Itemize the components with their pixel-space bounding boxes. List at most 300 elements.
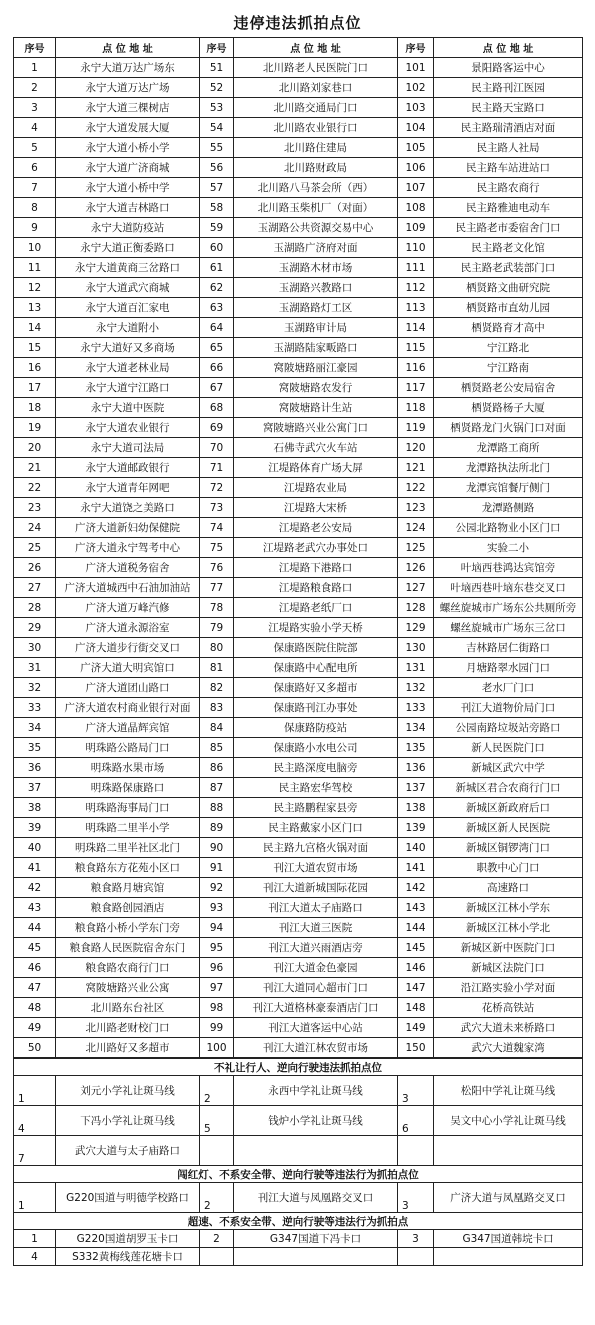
row-number: 10 [14, 238, 56, 258]
location-cell: 栖贤路育才高中 [434, 318, 583, 338]
table-row [14, 918, 583, 938]
row-number: 77 [200, 578, 234, 598]
location-cell: 粮食路小桥小学东门旁 [56, 918, 200, 938]
table-row [14, 1106, 583, 1136]
location-cell: 明珠路公路局门口 [56, 738, 200, 758]
location-cell: 永宁大道附小 [56, 318, 200, 338]
row-number: 131 [398, 658, 434, 678]
location-cell: 明珠路海事局门口 [56, 798, 200, 818]
location-cell: 北川路玉柴机厂（对面） [234, 198, 398, 218]
row-number: 94 [200, 918, 234, 938]
row-number: 116 [398, 358, 434, 378]
row-number: 97 [200, 978, 234, 998]
location-cell: 保康路中心配电所 [234, 658, 398, 678]
location-cell: 老水厂门口 [434, 678, 583, 698]
row-number: 122 [398, 478, 434, 498]
location-cell: 北川路住建局 [234, 138, 398, 158]
row-number: 91 [200, 858, 234, 878]
row-number: 51 [200, 58, 234, 78]
row-number: 93 [200, 898, 234, 918]
row-number: 70 [200, 438, 234, 458]
location-cell [434, 1248, 583, 1266]
location-cell: 新城区武穴中学 [434, 758, 583, 778]
location-cell: 民主路农商行 [434, 178, 583, 198]
row-number: 136 [398, 758, 434, 778]
table-row [14, 418, 583, 438]
location-cell: 栖贤路市直幼儿园 [434, 298, 583, 318]
row-number: 113 [398, 298, 434, 318]
location-cell: 保康路防疫站 [234, 718, 398, 738]
location-cell: 刊江大道太子庙路口 [234, 898, 398, 918]
row-number: 46 [14, 958, 56, 978]
row-number: 41 [14, 858, 56, 878]
row-number: 54 [200, 118, 234, 138]
location-cell: 石佛寺武穴火车站 [234, 438, 398, 458]
row-number: 111 [398, 258, 434, 278]
row-number: 137 [398, 778, 434, 798]
table-row [14, 398, 583, 418]
table-row [14, 198, 583, 218]
location-cell: G220国道与明德学校路口 [56, 1183, 200, 1213]
location-cell: 民主路老武装部门口 [434, 258, 583, 278]
table-row [14, 698, 583, 718]
section-heading-row [14, 1166, 583, 1183]
row-number: 119 [398, 418, 434, 438]
row-number: 23 [14, 498, 56, 518]
main-location-table [13, 37, 583, 1058]
row-number: 141 [398, 858, 434, 878]
location-cell: G347国道韩垸卡口 [434, 1230, 583, 1248]
location-cell: 钱炉小学礼让斑马线 [234, 1106, 398, 1136]
row-number: 123 [398, 498, 434, 518]
location-cell: 广济大道永宁驾考中心 [56, 538, 200, 558]
location-cell: 新城区新政府后口 [434, 798, 583, 818]
row-number: 42 [14, 878, 56, 898]
location-cell: 永宁大道广济商城 [56, 158, 200, 178]
table-row [14, 518, 583, 538]
location-cell: 粮食路农商行门口 [56, 958, 200, 978]
location-cell: 江堤路老武穴办事处口 [234, 538, 398, 558]
row-number: 145 [398, 938, 434, 958]
row-number: 101 [398, 58, 434, 78]
location-cell: 广济大道万峰汽修 [56, 598, 200, 618]
row-number: 65 [200, 338, 234, 358]
row-number: 44 [14, 918, 56, 938]
row-number: 38 [14, 798, 56, 818]
location-cell: 永宁大道武穴商城 [56, 278, 200, 298]
table-row [14, 678, 583, 698]
location-cell: 刊江大道三医院 [234, 918, 398, 938]
location-cell: 吉林路居仁街路口 [434, 638, 583, 658]
row-number: 66 [200, 358, 234, 378]
row-number: 80 [200, 638, 234, 658]
location-cell: 民主路瑞清酒店对面 [434, 118, 583, 138]
table-row [14, 98, 583, 118]
table-row [14, 58, 583, 78]
location-cell: 叶垴西巷鸿达宾馆旁 [434, 558, 583, 578]
row-number: 35 [14, 738, 56, 758]
location-cell: 明珠路保康路口 [56, 778, 200, 798]
location-cell: 永宁大道农业银行 [56, 418, 200, 438]
table-row [14, 958, 583, 978]
row-number: 117 [398, 378, 434, 398]
location-cell: 永宁大道司法局 [56, 438, 200, 458]
location-cell: 江堤路下港路口 [234, 558, 398, 578]
location-cell: 刘元小学礼让斑马线 [56, 1076, 200, 1106]
table-row [14, 138, 583, 158]
location-cell: 玉湖路陆家畈路口 [234, 338, 398, 358]
location-cell: 武穴大道未来桥路口 [434, 1018, 583, 1038]
row-number: 6 [398, 1106, 434, 1136]
row-number: 32 [14, 678, 56, 698]
row-number: 102 [398, 78, 434, 98]
row-number: 9 [14, 218, 56, 238]
location-cell: 永宁大道青年网吧 [56, 478, 200, 498]
row-number: 5 [200, 1106, 234, 1136]
location-cell: 玉湖路广济府对面 [234, 238, 398, 258]
section-heading: 闯红灯、不系安全带、逆向行驶等违法行为抓拍点位 [14, 1166, 583, 1183]
location-cell: 江堤路实验小学天桥 [234, 618, 398, 638]
row-number: 144 [398, 918, 434, 938]
row-number: 124 [398, 518, 434, 538]
row-number: 86 [200, 758, 234, 778]
location-cell: 松阳中学礼让斑马线 [434, 1076, 583, 1106]
location-cell: 螺丝旋城市广场东三岔口 [434, 618, 583, 638]
row-number: 20 [14, 438, 56, 458]
row-number: 63 [200, 298, 234, 318]
row-number: 69 [200, 418, 234, 438]
location-cell: 窝陂塘路兴业公寓 [56, 978, 200, 998]
location-cell: 永宁大道老林业局 [56, 358, 200, 378]
row-number: 18 [14, 398, 56, 418]
row-number: 3 [14, 98, 56, 118]
row-number: 67 [200, 378, 234, 398]
row-number: 98 [200, 998, 234, 1018]
table-row [14, 538, 583, 558]
row-number: 60 [200, 238, 234, 258]
row-number: 79 [200, 618, 234, 638]
location-cell: 永宁大道中医院 [56, 398, 200, 418]
location-cell: 月塘路翠水园门口 [434, 658, 583, 678]
row-number: 1 [14, 1183, 56, 1213]
location-cell: 永宁大道万达广场东 [56, 58, 200, 78]
location-cell: 窝陂塘路丽江豪园 [234, 358, 398, 378]
row-number: 22 [14, 478, 56, 498]
location-cell: 江堤路老公安局 [234, 518, 398, 538]
location-cell: 公园北路物业小区门口 [434, 518, 583, 538]
location-cell: 栖贤路文曲研究院 [434, 278, 583, 298]
location-cell: 北川路交通局门口 [234, 98, 398, 118]
table-row [14, 858, 583, 878]
row-number: 100 [200, 1038, 234, 1058]
location-cell: 玉湖路路灯工区 [234, 298, 398, 318]
location-cell: 永宁大道三棵树店 [56, 98, 200, 118]
row-number: 104 [398, 118, 434, 138]
table-row [14, 878, 583, 898]
row-number: 26 [14, 558, 56, 578]
row-number: 21 [14, 458, 56, 478]
row-number: 90 [200, 838, 234, 858]
section-heading: 不礼让行人、逆向行驶违法抓拍点位 [14, 1059, 583, 1076]
location-cell: 民主路戴家小区门口 [234, 818, 398, 838]
row-number: 132 [398, 678, 434, 698]
location-cell: 民主路人社局 [434, 138, 583, 158]
location-cell: 保康路医院住院部 [234, 638, 398, 658]
location-cell: 新人民医院门口 [434, 738, 583, 758]
row-number: 148 [398, 998, 434, 1018]
location-cell: 广济大道永源浴室 [56, 618, 200, 638]
location-cell: 永宁大道百汇家电 [56, 298, 200, 318]
row-number: 74 [200, 518, 234, 538]
location-cell: 新城区新人民医院 [434, 818, 583, 838]
header-location: 点 位 地 址 [434, 38, 583, 58]
location-cell: 明珠路二里半小学 [56, 818, 200, 838]
location-cell: 刊江大道格林豪泰酒店门口 [234, 998, 398, 1018]
row-number: 16 [14, 358, 56, 378]
location-cell: G220国道胡罗玉卡口 [56, 1230, 200, 1248]
row-number: 15 [14, 338, 56, 358]
location-cell: 栖贤路老公安局宿舍 [434, 378, 583, 398]
location-cell: 龙潭路执法所北门 [434, 458, 583, 478]
location-cell: S332黄梅线莲花塘卡口 [56, 1248, 200, 1266]
row-number: 56 [200, 158, 234, 178]
row-number: 12 [14, 278, 56, 298]
row-number: 6 [14, 158, 56, 178]
table-row [14, 258, 583, 278]
row-number: 147 [398, 978, 434, 998]
location-cell: 武穴大道魏家湾 [434, 1038, 583, 1058]
row-number: 13 [14, 298, 56, 318]
row-number [200, 1248, 234, 1266]
section-redlight-body [14, 1166, 583, 1213]
table-row [14, 238, 583, 258]
row-number: 129 [398, 618, 434, 638]
location-cell: 刊江大道农贸市场 [234, 858, 398, 878]
table-row [14, 1076, 583, 1106]
location-cell: 刊江大道江林农贸市场 [234, 1038, 398, 1058]
location-cell: 新城区君合农商行门口 [434, 778, 583, 798]
location-cell: 永宁大道邮政银行 [56, 458, 200, 478]
header-num: 序号 [398, 38, 434, 58]
row-number: 130 [398, 638, 434, 658]
location-cell: 刊江大道同心超市门口 [234, 978, 398, 998]
table-row [14, 598, 583, 618]
location-cell: 玉湖路兴教路口 [234, 278, 398, 298]
row-number: 31 [14, 658, 56, 678]
table-row [14, 578, 583, 598]
row-number: 107 [398, 178, 434, 198]
row-number: 135 [398, 738, 434, 758]
location-cell: 龙潭宾馆餐厅侧门 [434, 478, 583, 498]
row-number: 4 [14, 118, 56, 138]
location-cell: 民主路深度电脑旁 [234, 758, 398, 778]
row-number: 2 [200, 1076, 234, 1106]
location-cell: 螺丝旋城市广场东公共厕所旁 [434, 598, 583, 618]
row-number: 3 [398, 1230, 434, 1248]
row-number [200, 1136, 234, 1166]
row-number: 143 [398, 898, 434, 918]
row-number: 24 [14, 518, 56, 538]
table-row [14, 1136, 583, 1166]
table-row [14, 178, 583, 198]
location-cell: 刊江大道客运中心站 [234, 1018, 398, 1038]
location-cell: 刊江大道兴雨酒店旁 [234, 938, 398, 958]
table-row [14, 218, 583, 238]
row-number: 30 [14, 638, 56, 658]
table-row [14, 1183, 583, 1213]
location-cell: 下冯小学礼让斑马线 [56, 1106, 200, 1136]
table-row [14, 898, 583, 918]
location-cell: 窝陂塘路兴业公寓门口 [234, 418, 398, 438]
row-number: 55 [200, 138, 234, 158]
location-cell: 新城区法院门口 [434, 958, 583, 978]
table-row [14, 818, 583, 838]
row-number: 36 [14, 758, 56, 778]
row-number: 68 [200, 398, 234, 418]
location-cell: 永西中学礼让斑马线 [234, 1076, 398, 1106]
table-row [14, 478, 583, 498]
location-cell: 叶垴西巷叶垴东巷交叉口 [434, 578, 583, 598]
location-cell: 广济大道农村商业银行对面 [56, 698, 200, 718]
row-number: 43 [14, 898, 56, 918]
location-cell: 广济大道新妇幼保健院 [56, 518, 200, 538]
row-number: 87 [200, 778, 234, 798]
row-number: 109 [398, 218, 434, 238]
section-crosswalk-body [14, 1059, 583, 1166]
row-number: 139 [398, 818, 434, 838]
table-row [14, 658, 583, 678]
row-number: 1 [14, 1230, 56, 1248]
row-number: 50 [14, 1038, 56, 1058]
table-row [14, 638, 583, 658]
location-cell: 栖贤路杨子大厦 [434, 398, 583, 418]
row-number: 72 [200, 478, 234, 498]
row-number: 27 [14, 578, 56, 598]
location-cell: 玉湖路公共资源交易中心 [234, 218, 398, 238]
row-number: 5 [14, 138, 56, 158]
row-number: 142 [398, 878, 434, 898]
table-row [14, 158, 583, 178]
page-title: 违停违法抓拍点位 [233, 14, 362, 32]
row-number: 133 [398, 698, 434, 718]
location-cell: 粮食路东方花苑小区口 [56, 858, 200, 878]
table-row [14, 978, 583, 998]
row-number: 114 [398, 318, 434, 338]
location-cell: 民主路车站进站口 [434, 158, 583, 178]
location-cell: 民主路刊江医园 [434, 78, 583, 98]
row-number: 58 [200, 198, 234, 218]
row-number: 88 [200, 798, 234, 818]
row-number: 105 [398, 138, 434, 158]
location-cell: 职教中心门口 [434, 858, 583, 878]
location-cell: 龙潭路侧路 [434, 498, 583, 518]
location-cell: 广济大道与凤凰路交叉口 [434, 1183, 583, 1213]
row-number: 57 [200, 178, 234, 198]
row-number: 103 [398, 98, 434, 118]
location-cell: 江堤路老纸厂口 [234, 598, 398, 618]
row-number: 128 [398, 598, 434, 618]
row-number: 8 [14, 198, 56, 218]
location-cell: 沿江路实验小学对面 [434, 978, 583, 998]
location-cell: G347国道下冯卡口 [234, 1230, 398, 1248]
row-number: 106 [398, 158, 434, 178]
location-cell: 窝陂塘路农发行 [234, 378, 398, 398]
row-number: 40 [14, 838, 56, 858]
location-cell: 栖贤路龙门火锅门口对面 [434, 418, 583, 438]
location-cell: 民主路雅迪电动车 [434, 198, 583, 218]
location-cell: 刊江大道与凤凰路交叉口 [234, 1183, 398, 1213]
location-cell: 明珠路二里半社区北门 [56, 838, 200, 858]
location-cell: 永宁大道宁江路口 [56, 378, 200, 398]
location-cell: 新城区新中医院门口 [434, 938, 583, 958]
row-number: 71 [200, 458, 234, 478]
row-number: 49 [14, 1018, 56, 1038]
location-cell: 民主路老文化馆 [434, 238, 583, 258]
row-number: 89 [200, 818, 234, 838]
location-cell [434, 1136, 583, 1166]
row-number: 120 [398, 438, 434, 458]
row-number: 2 [14, 78, 56, 98]
table-row [14, 458, 583, 478]
location-cell: 刊江大道新城国际花园 [234, 878, 398, 898]
location-cell: 广济大道税务宿舍 [56, 558, 200, 578]
row-number: 59 [200, 218, 234, 238]
row-number: 83 [200, 698, 234, 718]
location-cell: 宁江路南 [434, 358, 583, 378]
location-cell: 北川路东台社区 [56, 998, 200, 1018]
location-cell: 广济大道步行街交叉口 [56, 638, 200, 658]
location-cell: 永宁大道吉林路口 [56, 198, 200, 218]
location-cell: 永宁大道正衡委路口 [56, 238, 200, 258]
row-number: 14 [14, 318, 56, 338]
location-cell: 窝陂塘路计生站 [234, 398, 398, 418]
section-heading: 超速、不系安全带、逆向行驶等违法行为抓拍点 [14, 1213, 583, 1230]
row-number: 108 [398, 198, 434, 218]
table-row [14, 798, 583, 818]
table-row [14, 378, 583, 398]
table-row [14, 778, 583, 798]
row-number: 99 [200, 1018, 234, 1038]
document-sheet [13, 10, 582, 1266]
location-cell: 江堤路大宋桥 [234, 498, 398, 518]
location-cell [234, 1136, 398, 1166]
row-number: 4 [14, 1248, 56, 1266]
table-row [14, 278, 583, 298]
table-row [14, 738, 583, 758]
row-number: 126 [398, 558, 434, 578]
location-cell: 江堤路农业局 [234, 478, 398, 498]
row-number: 33 [14, 698, 56, 718]
row-number: 110 [398, 238, 434, 258]
table-row [14, 298, 583, 318]
location-cell: 北川路老财校门口 [56, 1018, 200, 1038]
location-cell: 民主路宏华驾校 [234, 778, 398, 798]
row-number: 53 [200, 98, 234, 118]
section-heading-row [14, 1213, 583, 1230]
location-cell [234, 1248, 398, 1266]
table-row [14, 998, 583, 1018]
table-row [14, 1230, 583, 1248]
location-cell: 玉湖路木材市场 [234, 258, 398, 278]
location-cell: 永宁大道小桥小学 [56, 138, 200, 158]
row-number: 64 [200, 318, 234, 338]
table-header-row [14, 38, 583, 58]
location-cell: 刊江大道物价局门口 [434, 698, 583, 718]
location-cell: 广济大道团山路口 [56, 678, 200, 698]
location-cell: 粮食路月塘宾馆 [56, 878, 200, 898]
location-cell: 实验二小 [434, 538, 583, 558]
location-cell: 民主路九宫格火锅对面 [234, 838, 398, 858]
